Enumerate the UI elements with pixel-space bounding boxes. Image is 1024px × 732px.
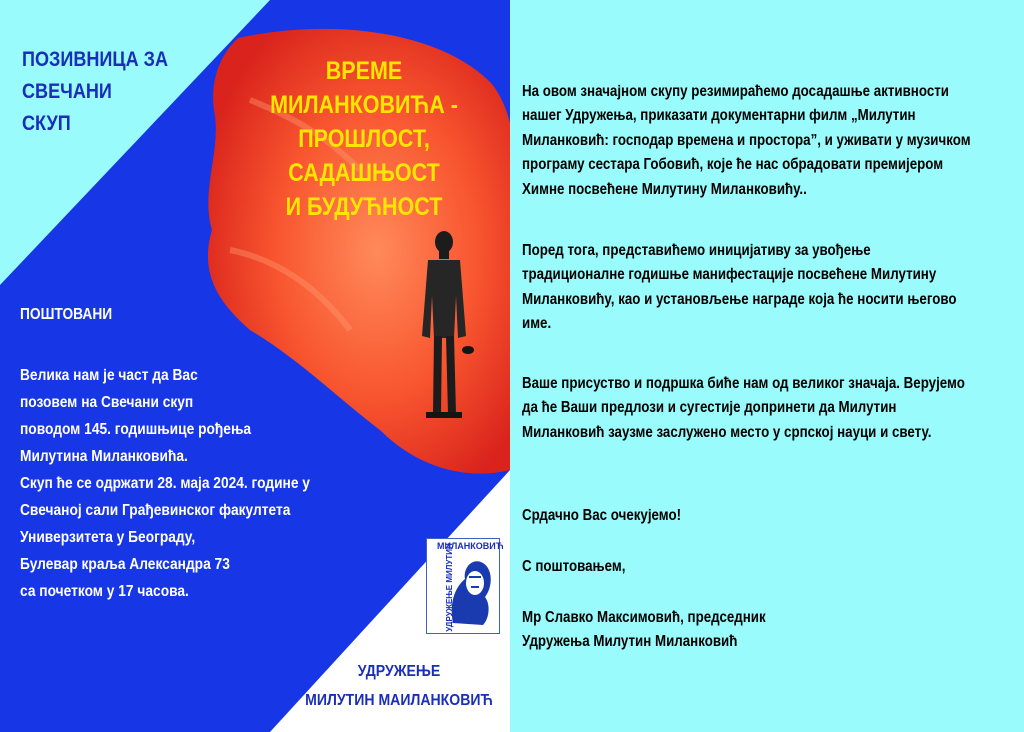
association-name-line: УДРУЖЕЊЕ <box>357 663 441 680</box>
event-title-line: И БУДУЋНОСТ <box>285 193 443 221</box>
association-name-line: МИЛУТИН МАИЛАНКОВИЋ <box>305 692 493 709</box>
event-title-line: ПРОШЛОСТ, <box>298 125 430 153</box>
signature <box>522 606 935 655</box>
signature-line: Мр Славко Максимовић, председник <box>522 609 766 626</box>
logo-side-text: УДРУЖЕЊЕ МИЛУТИН <box>444 543 454 632</box>
portrait-icon <box>443 553 497 629</box>
event-title <box>230 54 498 224</box>
right-panel <box>510 0 1024 732</box>
body-line: Булевар краља Александра 73 <box>20 556 230 573</box>
paragraph-line: Ваше присуство и подршка биће нам од великог значаја. Верујемо <box>522 375 965 392</box>
paragraph-line: Миланковић: господар времена и простора”, и уживати у музичком <box>522 131 971 149</box>
greeting: ПОШТОВАНИ <box>20 306 113 323</box>
paragraph-line: На овом значајном скупу резимираћемо досадашње активности <box>522 83 949 100</box>
body-line: Свечаној сали Грађевинског факултета <box>20 502 291 519</box>
logo-top-text: МИЛАНКОВИЋ <box>437 541 504 551</box>
paragraph-line: традиционалне годишње манифестације посвећене Милутину <box>522 266 937 284</box>
paragraph-line: да ће Ваши предлози и сугестије допринети да Милутин <box>522 399 897 417</box>
event-title-line: МИЛАНКОВИЋА - <box>270 91 458 119</box>
paragraph-line: Поред тога, представићемо иницијативу за увођење <box>522 242 871 259</box>
paragraph-program <box>522 80 971 202</box>
body-line: Велика нам је част да Вас <box>20 367 198 384</box>
body-line: Универзитета у Београду, <box>20 529 196 546</box>
regards-line <box>522 555 935 579</box>
invitation-title-line: ПОЗИВНИЦА ЗА <box>22 48 168 71</box>
body-line: поводом 145. годишњице рођења <box>20 421 252 438</box>
closing-text: Срдачно Вас очекујемо! <box>522 507 682 524</box>
closing-line <box>522 504 935 528</box>
paragraph-line: име. <box>522 315 552 333</box>
event-title-line: ВРЕМЕ <box>325 57 403 85</box>
left-panel <box>0 0 510 732</box>
body-line: са почетком у 17 часова. <box>20 583 189 600</box>
paragraph-presence <box>522 372 965 445</box>
regards-text: С поштовањем, <box>522 558 626 575</box>
invitation-title-line: СВЕЧАНИ <box>22 80 112 103</box>
invitation-body <box>20 362 398 605</box>
body-line: Скуп ће се одржати 28. маја 2024. године у <box>20 475 310 492</box>
event-title-line: САДАШЊОСТ <box>288 159 440 187</box>
association-logo <box>426 538 504 634</box>
invitation-title <box>22 44 194 140</box>
paragraph-line: Миланковићу, као и установљење награде која ће носити његово <box>522 290 957 308</box>
paragraph-initiative <box>522 239 957 337</box>
paragraph-line: Химне посвећене Милутину Миланковићу.. <box>522 180 807 198</box>
body-line: Милутина Миланковића. <box>20 448 188 465</box>
signature-line: Удружења Милутин Миланковић <box>522 633 738 651</box>
paragraph-line: нашег Удружења, приказати документарни филм „Милутин <box>522 107 916 125</box>
body-line: позовем на Свечани скуп <box>20 394 194 411</box>
paragraph-line: Миланковић заузме заслужено место у српској науци и свету. <box>522 423 932 441</box>
paragraph-line: програму сестара Гобовић, које ће нас обрадовати премијером <box>522 156 944 174</box>
statue-image <box>412 226 476 426</box>
association-name <box>303 657 495 715</box>
invitation-title-line: СКУП <box>22 112 71 135</box>
